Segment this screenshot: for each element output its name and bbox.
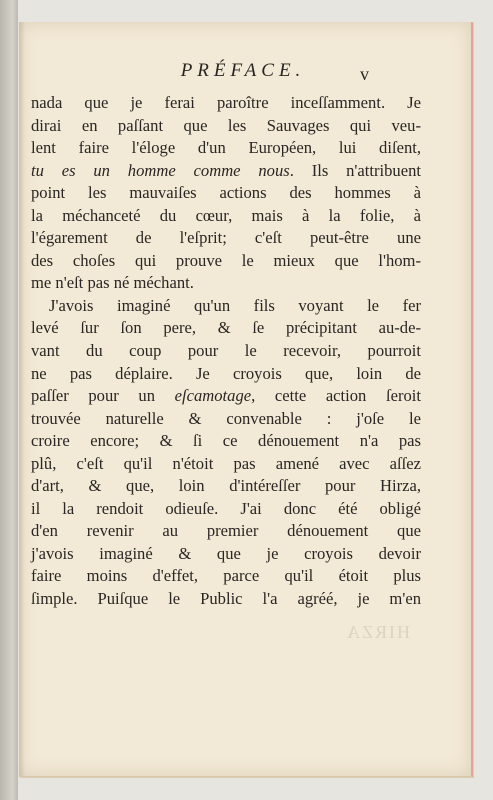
text-line <box>31 385 421 408</box>
text-line: ſimple. Puiſque le Public l'a agréé, je m'en <box>31 589 421 609</box>
text-line: me n'eſt pas né méchant. <box>31 273 194 293</box>
page-number: v <box>360 64 369 84</box>
text-line: trouvée naturelle & convenable : j'oſe le <box>31 408 421 428</box>
show-through-text: HIRZA <box>345 622 410 642</box>
text-line: J'avois imaginé qu'un fils voyant le fer <box>49 295 421 315</box>
text-segment: . Ils n'attribuent <box>289 160 421 180</box>
text-line: il la rendoit odieuſe. J'ai donc été obligé <box>31 498 421 518</box>
text-line: dirai en paſſant que les Sauvages qui veu- <box>31 115 421 135</box>
text-line <box>31 160 421 183</box>
body-text <box>31 92 421 611</box>
text-line: croire encore; & ſi ce dénouement n'a pas <box>31 431 421 451</box>
text-line: ne pas déplaire. Je croyois que, loin de <box>31 363 421 383</box>
text-line: faire moins d'effet, parce qu'il étoit plus <box>31 566 421 586</box>
italic-phrase: tu es un homme comme nous <box>31 160 290 180</box>
text-line: des choſes qui prouve le mieux que l'hom- <box>31 250 421 270</box>
text-segment: , cette action ſeroit <box>251 386 421 406</box>
previous-page-edge <box>0 0 18 800</box>
text-line: d'art, & que, loin d'intéreſſer pour Hirza, <box>31 476 421 496</box>
text-line: plû, c'eſt qu'il n'étoit pas amené avec aſſez <box>31 453 421 473</box>
running-title: PRÉFACE. <box>180 60 306 81</box>
text-line: point les mauvaiſes actions des hommes à <box>31 183 421 203</box>
text-line: vant du coup pour le recevoir, pourroit <box>31 341 421 361</box>
text-segment: paſſer pour un <box>31 386 175 406</box>
page-gutter-shadow <box>19 22 25 776</box>
text-line: la méchanceté du cœur, mais à la folie, à <box>31 205 421 225</box>
text-line: d'en revenir au premier dénouement que <box>31 521 421 541</box>
italic-phrase: eſcamotage <box>174 386 252 406</box>
text-line: nada que je ferai paroître inceſſamment. Je <box>31 93 421 112</box>
text-line: levé ſur ſon pere, & ſe précipitant au-de- <box>31 318 421 338</box>
text-line: j'avois imaginé & que je croyois devoir <box>31 543 421 563</box>
text-line: l'égarement de l'eſprit; c'eſt peut-être une <box>31 228 421 248</box>
text-line: lent faire l'éloge d'un Européen, lui diſent, <box>31 138 421 158</box>
